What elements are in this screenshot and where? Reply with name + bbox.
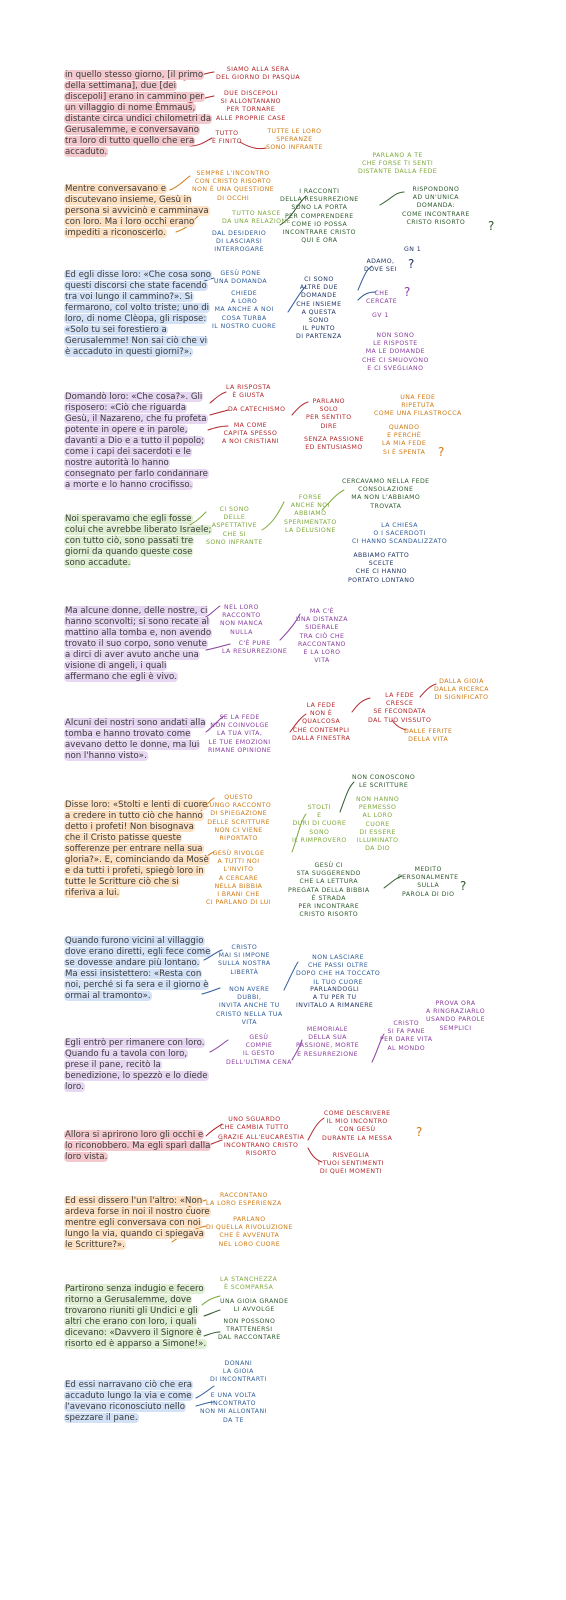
annotation-note: CI SONO DELLE ASPETTATIVE CHE SI SONO INFRANTE [206,506,263,546]
annotation-note: PROVA ORA A RINGRAZIARLO USANDO PAROLE SEMPLICI [426,1000,486,1032]
annotation-note: LA RISPOSTA È GIUSTA [226,384,271,400]
annotation-note: GV 1 [372,312,389,319]
passage-7: Alcuni dei nostri sono andati alla tomba e hanno trovato come avevano detto le donne, ma lui non l'hanno visto». [65,718,206,761]
annotation-note: DUE DISCEPOLI SI ALLONTANANO PER TORNARE ALLE PROPRIE CASE [216,90,286,122]
annotation-note: DA CATECHISMO [228,406,286,413]
annotation-note: DONANI LA GIOIA DI INCONTRARTI [210,1360,267,1384]
annotation-note: ABBIAMO FATTO SCELTE CHE CI HANNO PORTATO LONTANO [348,552,415,584]
annotation-note: NON POSSONO TRATTENERSI DAL RACCONTARE [218,1318,281,1342]
annotation-note: CHE CERCATE [366,290,398,306]
annotation-note: PARLANO SOLO PER SENTITO DIRE [306,398,352,430]
annotation-note: PARLANO A TE CHE FORSE TI SENTI DISTANTE DALLA FEDE [358,152,438,176]
annotation-note: TUTTO È FINITO [212,130,242,146]
annotation-note: QUANDO E PERCHÉ LA MIA FEDE SI È SPENTA [382,424,427,456]
annotation-note: GESÙ COMPIE IL GESTO DELL'ULTIMA CENA [226,1034,292,1066]
passage-1: in quello stesso giorno, [il primo della settimana], due [dei discepoli] erano in cammino per un villaggio di nome Èmmaus, distante circa undici chilometri da Gerusalemme, e conversavano tra loro di tutto quello che era accaduto. [65,70,212,157]
annotation-note: NON CONOSCONO LE SCRITTURE [352,774,416,790]
question-mark: ? [438,445,445,459]
annotation-note: UNA FEDE RIPETUTA COME UNA FILASTROCCA [374,394,462,418]
annotation-note: PARLANO DI QUELLA RIVOLUZIONE CHE È AVVENUTA NEL LORO CUORE [206,1216,293,1248]
annotation-note: TUTTO NASCE DA UNA RELAZIONE [222,210,291,226]
annotation-note: RACCONTANO LA LORO ESPERIENZA [206,1192,282,1208]
annotation-note: GESÙ RIVOLGE A TUTTI NOI L'INVITO A CERCARE NELLA BIBBIA I BRANI CHE CI PARLANO DI LUI [206,850,271,907]
annotation-note: MEMORIALE DELLA SUA PASSIONE, MORTE E RESURREZIONE [296,1026,360,1058]
question-mark: ? [404,285,411,299]
passage-6: Ma alcune donne, delle nostre, ci hanno sconvolti; si sono recate al mattino alla tomba e, non avendo trovato il suo corpo, sono venute a dirci di aver avuto anche una visione di angeli, i quali affermano che egli è vivo. [65,606,212,682]
annotation-note: NON SONO LE RISPOSTE MA LE DOMANDE CHE CI SMUOVONO E CI SVEGLIANO [362,332,429,372]
annotation-note: STOLTI E DURI DI CUORE SONO IL RIMPROVERO [292,804,347,844]
annotation-note: GRAZIE ALL'EUCARESTIA INCONTRANO CRISTO RISORTO [218,1134,305,1158]
passage-14: Ed essi narravano ciò che era accaduto lungo la via e come l'avevano riconosciuto nello spezzare il pane. [65,1380,193,1423]
annotation-note: PARLANDOGLI A TU PER TU INVITALO A RIMANERE [296,986,374,1010]
annotation-note: CHIEDE A LORO MA ANCHE A NOI COSA TURBA IL NOSTRO CUORE [212,290,277,330]
annotation-note: UNO SGUARDO CHE CAMBIA TUTTO [220,1116,289,1132]
annotation-note: UNA GIOIA GRANDE LI AVVOLGE [220,1298,289,1314]
question-mark: ? [460,879,467,893]
annotation-note: LA FEDE NON È QUALCOSA CHE CONTEMPLI DALLA FINESTRA [292,702,351,742]
passage-10: Egli entrò per rimanere con loro. Quando fu a tavola con loro, prese il pane, recitò la benedizione, lo spezzò e lo diede loro. [65,1038,208,1092]
annotation-note: DAL DESIDERIO DI LASCIARSI INTERROGARE [212,230,267,254]
annotation-note: ADAMO, DOVE SEI [364,258,397,274]
annotation-note: TUTTE LE LORO SPERANZE SONO INFRANTE [266,128,323,152]
passage-2: Mentre conversavano e discutevano insieme, Gesù in persona si avvicinò e camminava con loro. Ma i loro occhi erano impediti a riconoscerlo. [65,184,209,238]
annotation-note: NON LASCIARE CHE PASSI OLTRE DOPO CHE HA TOCCATO IL TUO CUORE [296,954,381,986]
annotation-note: GESÙ CI STA SUGGERENDO CHE LA LETTURA PREGATA DELLA BIBBIA È STRADA PER INCONTRARE CRISTO RISORTO [288,862,370,919]
annotation-note: CRISTO SI FA PANE PER DARE VITA AL MONDO [380,1020,433,1052]
passage-13: Partirono senza indugio e fecero ritorno a Gerusalemme, dove trovarono riuniti gli Undici e gli altri che erano con loro, i quali dicevano: «Davvero il Signore è risorto ed è apparso a Simone!». [65,1284,207,1349]
annotation-note: LA CHIESA O I SACERDOTI CI HANNO SCANDALIZZATO [352,522,448,546]
annotation-note: E UNA VOLTA INCONTRATO NON MI ALLONTANI DA TE [200,1392,267,1424]
annotation-note: GN 1 [404,246,422,253]
annotation-note: NEL LORO RACCONTO NON MANCA NULLA [220,604,263,636]
annotation-note: CERCAVAMO NELLA FEDE CONSOLAZIONE MA NON L'ABBIAMO TROVATA [342,478,430,510]
annotation-note: SENZA PASSIONE ED ENTUSIASMO [304,436,364,452]
annotation-note: CRISTO MAI SI IMPONE SULLA NOSTRA LIBERTÀ [218,944,271,976]
annotation-note: MA C'È UNA DISTANZA SIDERALE TRA CIÒ CHE RACCONTANO E LA LORO VITA [296,608,348,665]
annotation-note: FORSE ANCHE NOI ABBIAMO SPERIMENTATO LA DELUSIONE [284,494,337,534]
passage-9: Quando furono vicini al villaggio dove erano diretti, egli fece come se dovesse andare più lontano. Ma essi insistettero: «Resta con noi, perché si fa sera e il giorno è ormai al tramonto». [65,936,211,1001]
annotation-note: DALLE FERITE DELLA VITA [404,728,453,744]
question-mark: ? [488,219,495,233]
annotation-note: DALLA GIOIA DALLA RICERCA DI SIGNIFICATO [434,678,489,702]
annotation-note: LA STANCHEZZA È SCOMPARSA [220,1276,278,1292]
annotation-note: SE LA FEDE NON COINVOLGE LA TUA VITA, LE TUE EMOZIONI RIMANE OPINIONE [208,714,272,754]
question-mark: ? [408,257,415,271]
annotation-note: QUESTO LUNGO RACCONTO DI SPIEGAZIONE DELLE SCRITTURE NON CI VIENE RIPORTATO [206,794,272,843]
passage-4: Domandò loro: «Che cosa?». Gli risposero: «Ciò che riguarda Gesù, il Nazareno, che fu profeta potente in opere e in parole, davanti a Dio e a tutto il popolo; come i capi dei sacerdoti e le nostre autorità lo hanno consegnato per farlo condannare a morte e lo hanno crocifisso. [65,392,208,490]
annotation-note: RISPONDONO AD UN'UNICA DOMANDA: COME INCONTRARE CRISTO RISORTO [402,186,470,226]
annotation-note: I RACCONTI DELLA RESURREZIONE SONO LA PORTA PER COMPRENDERE COME IO POSSA INCONTRARE CRISTO QUI E ORA [280,188,359,245]
annotation-note: CI SONO ALTRE DUE DOMANDE CHE INSIEME A QUESTA SONO IL PUNTO DI PARTENZA [296,276,342,341]
question-mark: ? [416,1125,423,1139]
passage-5: Noi speravamo che egli fosse colui che avrebbe liberato Israele; con tutto ciò, sono passati tre giorni da quando queste cose sono accadute. [65,514,212,568]
annotation-note: NON AVERE DUBBI, INVITA ANCHE TU CRISTO NELLA TUA VITA [216,986,283,1026]
annotation-note: SIAMO ALLA SERA DEL GIORNO DI PASQUA [216,66,301,82]
annotation-note: SEMPRE L'INCONTRO CON CRISTO RISORTO NON È UNA QUESTIONE DI OCCHI [192,170,275,202]
passage-12: Ed essi dissero l'un l'altro: «Non ardeva forse in noi il nostro cuore mentre egli conversava con noi lungo la via, quando ci spiegava le Scritture?». [65,1196,210,1250]
annotation-note: COME DESCRIVERE IL MIO INCONTRO CON GESÙ DURANTE LA MESSA [322,1110,393,1142]
passage-3: Ed egli disse loro: «Che cosa sono questi discorsi che state facendo tra voi lungo il cammino?». Si fermarono, col volto triste; uno di loro, di nome Clèopa, gli rispose: «Solo tu sei forestiero a Gerusalemme! Non sai ciò che vi è accaduto in questi giorni?». [65,270,212,357]
annotation-note: NON HANNO PERMESSO AL LORO CUORE DI ESSERE ILLUMINATO DA DIO [356,796,400,853]
passage-11: Allora si aprirono loro gli occhi e lo riconobbero. Ma egli sparì dalla loro vista. [65,1130,211,1162]
annotation-note: GESÙ PONE UNA DOMANDA [214,270,268,286]
annotation-note: MA COME CAPITA SPESSO A NOI CRISTIANI [222,422,279,446]
annotation-note: LA FEDE CRESCE SE FECONDATA DAL TUO VISSUTO [368,692,432,724]
annotation-note: RISVEGLIA I TUOI SENTIMENTI DI QUEI MOMENTI [318,1152,384,1176]
passage-8: Disse loro: «Stolti e lenti di cuore a credere in tutto ciò che hanno detto i profeti! Non bisognava che il Cristo patisse queste sofferenze per entrare nella sua gloria?». E, cominciando da Mosè e da tutti i profeti, spiegò loro in tutte le Scritture ciò che si riferiva a lui. [65,800,209,898]
annotation-note: C'È PURE LA RESURREZIONE [222,640,288,656]
annotation-note: MEDITO PERSONALMENTE SULLA PAROLA DI DIO [398,866,459,898]
